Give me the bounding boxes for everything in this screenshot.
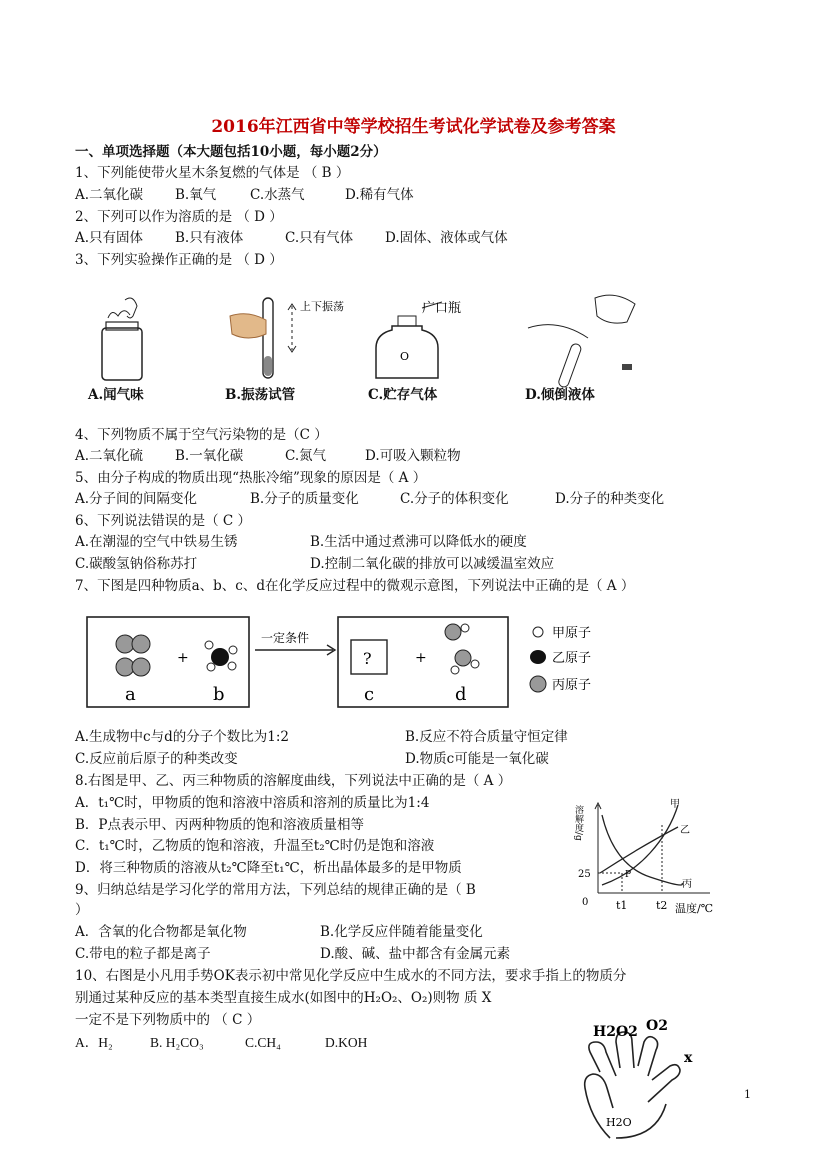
unknown-mark: ? (363, 649, 372, 668)
label-a: a (125, 684, 136, 705)
arrow-label: 一定条件 (261, 631, 310, 645)
chart-y25: 25 (578, 869, 591, 880)
q8-opt-c: C．t₁℃时，乙物质的饱和溶液，升温至t₂℃时仍是饱和溶液 (75, 838, 435, 854)
q10-opt-c: C.CH₄ (245, 1035, 281, 1050)
q8-opt-a: A．t₁℃时，甲物质的饱和溶液中溶质和溶剂的质量比为1:4 (75, 795, 430, 811)
q7-opt-b: B.反应不符合质量守恒定律 (405, 729, 568, 745)
q7-opt-c: C.反应前后原子的种类改变 (75, 751, 238, 767)
shake-label: 上下振荡 (300, 300, 344, 313)
solubility-chart (570, 795, 730, 920)
q7-opt-a: A.生成物中c与d的分子个数比为1:2 (75, 729, 289, 745)
plus-1: + (177, 650, 189, 666)
series-jia: 甲 (670, 799, 680, 810)
q2-opt-a: A.只有固体 (75, 230, 144, 246)
point-p: P (625, 870, 632, 880)
q4-opt-c: C.氮气 (285, 448, 327, 464)
q10-line2: 别通过某种反应的基本类型直接生成水(如图中的H₂O₂、O₂)则物 质 X (75, 990, 492, 1006)
q7-opt-d: D.物质c可能是一氧化碳 (405, 751, 549, 767)
q3-label-a: A.闻气味 (88, 387, 144, 403)
q1-opt-c: C.水蒸气 (250, 187, 305, 203)
q1-opt-d: D.稀有气体 (345, 187, 414, 203)
q6-opt-a: A.在潮湿的空气中铁易生锈 (75, 534, 238, 550)
q2-opt-d: D.固体、液体或气体 (385, 230, 508, 246)
q9-stem-end: ） (75, 902, 89, 918)
molecule-d-icon (445, 624, 479, 674)
q8-opt-d: D．将三种物质的溶液从t₂℃降至t₁℃，析出晶体最多的是甲物质 (75, 860, 462, 876)
label-x: x (684, 1050, 693, 1066)
o2-label: O (400, 350, 410, 363)
molecule-a-icon (116, 635, 150, 676)
label-c: c (364, 684, 375, 705)
series-bing: 丙 (682, 879, 692, 890)
molecule-b-icon (205, 641, 237, 671)
q10-line1: 10、右图是小凡用手势OK表示初中常见化学反应中生成水的不同方法，要求手指上的物质分 (75, 968, 627, 984)
legend-yi: 乙原子 (552, 651, 592, 666)
q10-opt-a: A．H₂ (75, 1035, 113, 1050)
q5-opt-b: B.分子的质量变化 (250, 491, 359, 507)
q3-stem: 3、下列实验操作正确的是 （ D ） (75, 252, 283, 268)
page-title: 2016年江西省中等学校招生考试化学试卷及参考答案 (211, 117, 616, 137)
chart-ylabel: 溶解度/g (573, 805, 583, 841)
q10-opt-d: D.KOH (325, 1035, 368, 1050)
q3-label-b: B.振荡试管 (225, 387, 296, 403)
curve-yi (600, 827, 678, 873)
legend-jia: 甲原子 (552, 626, 592, 641)
q3-label-d: D.倾倒液体 (525, 387, 595, 403)
q10-line3: 一定不是下列物质中的 （ C ） (75, 1012, 261, 1028)
q2-stem: 2、下列可以作为溶质的是 （ D ） (75, 209, 283, 225)
test-tube-icon (230, 298, 296, 378)
q2-opt-b: B.只有液体 (175, 230, 244, 246)
smell-jar-icon (102, 298, 142, 380)
q4-opt-d: D.可吸入颗粒物 (365, 448, 461, 464)
q10-opt-b: B. H₂CO₃ (150, 1035, 204, 1050)
q8-stem: 8.右图是甲、乙、丙三种物质的溶解度曲线，下列说法中正确的是（ A ） (75, 773, 512, 789)
ok-hand-icon (585, 1032, 680, 1138)
q6-stem: 6、下列说法错误的是（ C ） (75, 513, 252, 529)
page-number: 1 (744, 1088, 751, 1101)
q6-opt-b: B.生活中通过煮沸可以降低水的硬度 (310, 534, 527, 550)
q9-opt-c: C.带电的粒子都是离子 (75, 946, 211, 962)
q6-opt-d: D.控制二氧化碳的排放可以减缓温室效应 (310, 556, 555, 572)
q4-stem: 4、下列物质不属于空气污染物的是（C ） (75, 427, 328, 443)
q5-opt-a: A.分子间的间隔变化 (75, 491, 198, 507)
label-d: d (455, 684, 467, 705)
label-h2o2: H2O2 (593, 1024, 638, 1040)
q4-opt-b: B.一氧化碳 (175, 448, 244, 464)
tick-t1: t1 (616, 899, 628, 912)
q6-opt-c: C.碳酸氢钠俗称苏打 (75, 556, 198, 572)
q4-opt-a: A.二氧化硫 (75, 448, 144, 464)
q8-opt-b: B．P点表示甲、丙两种物质的饱和溶液质量相等 (75, 817, 365, 833)
q3-label-c: C.贮存气体 (368, 387, 438, 403)
q2-opt-c: C.只有气体 (285, 230, 354, 246)
pouring-icon (528, 295, 635, 388)
label-h2o: H2O (606, 1116, 632, 1129)
label-b: b (213, 684, 225, 705)
q1-opt-b: B.氧气 (175, 187, 217, 203)
q9-opt-b: B.化学反应伴随着能量变化 (320, 924, 483, 940)
q9-opt-a: A．含氧的化合物都是氧化物 (75, 924, 247, 940)
ok-hand-figure (560, 1008, 710, 1158)
q7-stem: 7、下图是四种物质a、b、c、d在化学反应过程中的微观示意图，下列说法中正确的是（ A ） (75, 578, 635, 594)
q7-figure (85, 612, 645, 712)
bottle-label: 广口瓶 (422, 301, 462, 316)
q9-stem: 9、归纳总结是学习化学的常用方法，下列总结的规律正确的是（ B (75, 882, 476, 898)
q5-stem: 5、由分子构成的物质出现“热胀冷缩”现象的原因是（ A ） (75, 470, 427, 486)
chart-xlabel: 温度/℃ (675, 902, 714, 915)
q5-opt-c: C.分子的体积变化 (400, 491, 509, 507)
curve-bing (602, 815, 682, 885)
section-heading: 一、单项选择题（本大题包括10小题，每小题2分） (75, 144, 387, 160)
label-o2: O2 (646, 1018, 668, 1034)
plus-2: + (415, 650, 427, 666)
q1-opt-a: A.二氧化碳 (75, 187, 144, 203)
series-yi: 乙 (680, 825, 690, 836)
q5-opt-d: D.分子的种类变化 (555, 491, 665, 507)
legend-bing: 丙原子 (552, 678, 592, 693)
tick-t2: t2 (656, 899, 668, 912)
q1-stem: 1、下列能使带火星木条复燃的气体是 （ B ） (75, 165, 350, 181)
q9-opt-d: D.酸、碱、盐中都含有金属元素 (320, 946, 511, 962)
chart-zero: 0 (582, 897, 589, 908)
